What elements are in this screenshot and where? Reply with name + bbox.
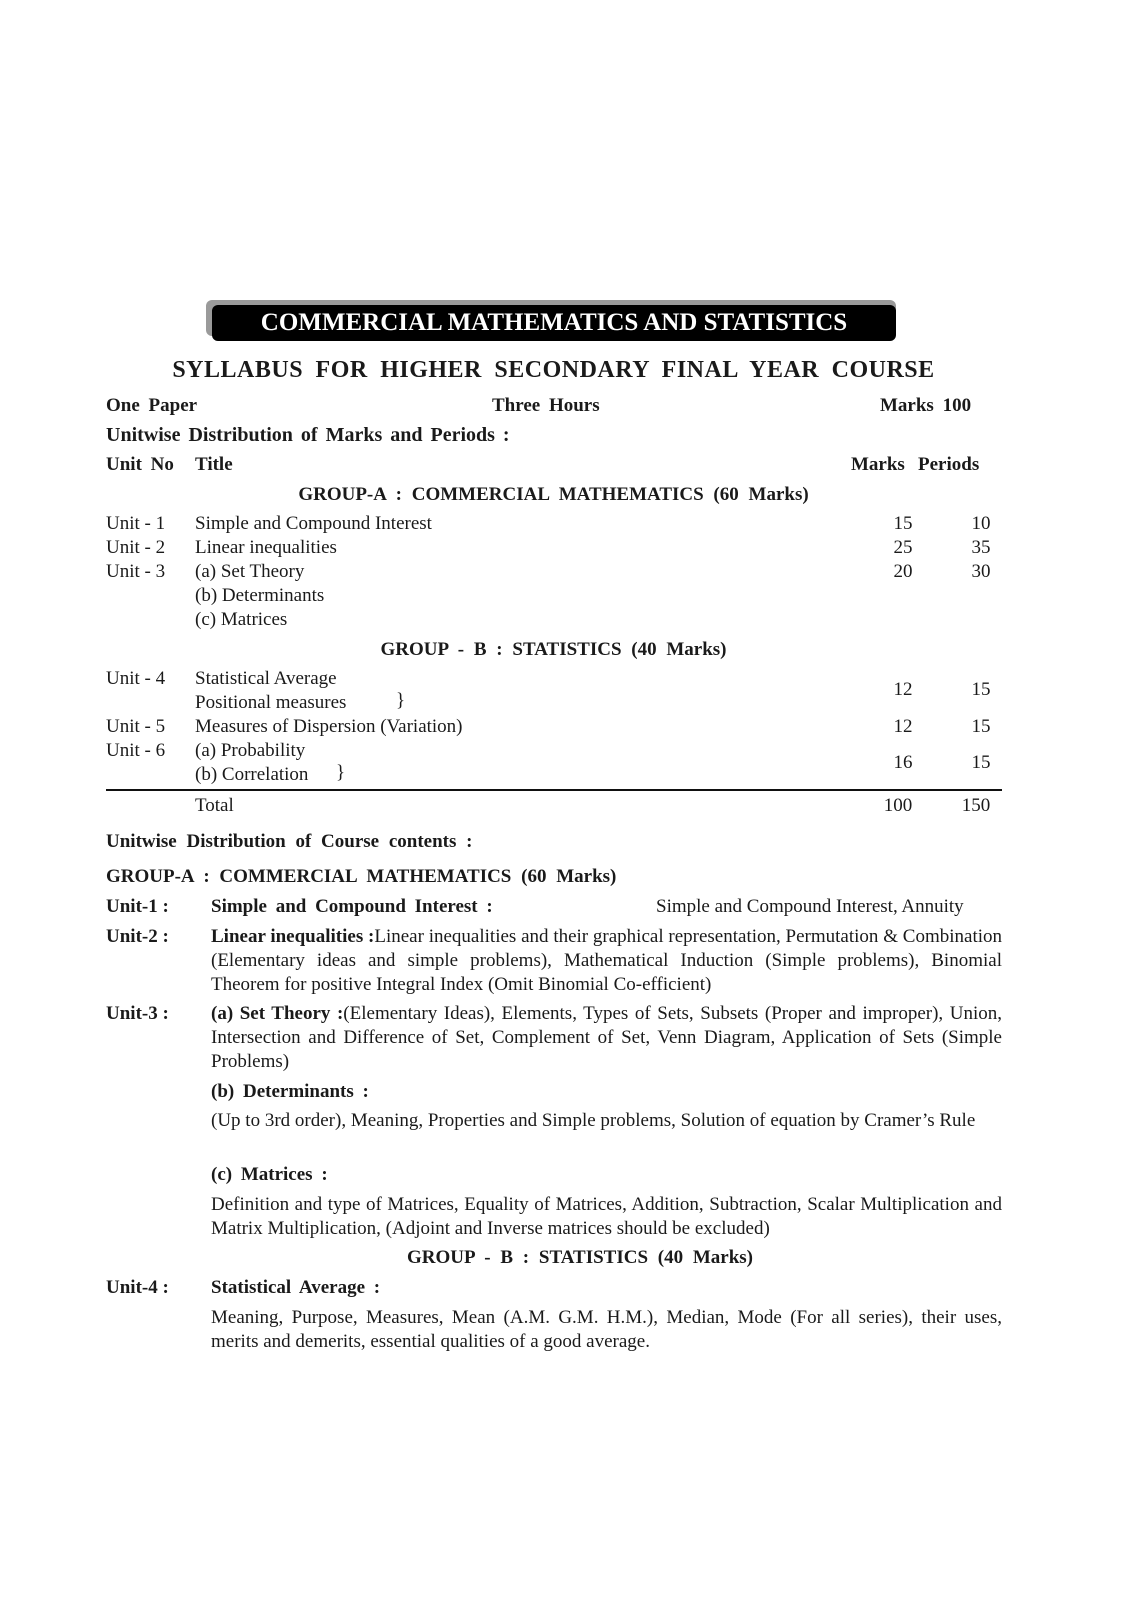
table-divider <box>106 789 1002 791</box>
unit-heading: Simple and Compound Interest : <box>211 896 493 917</box>
table-group-a: GROUP-A : COMMERCIAL MATHEMATICS (60 Marks) <box>298 484 809 505</box>
unit-label: Unit - 1 <box>106 513 166 534</box>
header-unit-no: Unit No <box>106 454 174 475</box>
header-periods: Periods <box>918 454 980 475</box>
unit-title: Positional measures <box>195 692 347 713</box>
unit-label: Unit-4 : <box>106 1277 169 1298</box>
page-title: SYLLABUS FOR HIGHER SECONDARY FINAL YEAR COURSE <box>172 357 935 383</box>
unit-text: (Elementary Ideas), Elements, Types of Sets, Subsets (Proper and improper), Union, Intersection and Difference of Set, Complement of Set, Venn Diagram, Application of Sets (Simple Problems) <box>211 1003 1002 1072</box>
contents-group-a: GROUP-A : COMMERCIAL MATHEMATICS (60 Marks) <box>106 866 617 887</box>
unit-label: Unit - 4 <box>106 668 166 689</box>
unit-text: Meaning, Purpose, Measures, Mean (A.M. G.M. H.M.), Median, Mode (For all series), their uses, merits and demerits, essential qualities of a good average. <box>211 1307 1002 1352</box>
unit-periods: 30 <box>971 561 991 582</box>
unit-periods: 35 <box>971 537 991 558</box>
table-group-b: GROUP - B : STATISTICS (40 Marks) <box>380 639 727 660</box>
unit-heading: Statistical Average : <box>211 1277 381 1298</box>
paper-info: One Paper <box>106 395 198 416</box>
distribution-heading: Unitwise Distribution of Marks and Periods : <box>106 424 510 446</box>
unit-title: (a) Set Theory <box>195 561 305 582</box>
unit-heading: (a) Set Theory : <box>211 1003 344 1024</box>
unit-periods: 10 <box>971 513 991 534</box>
total-marks: 100 <box>883 795 913 816</box>
unit-title: Simple and Compound Interest <box>195 513 432 534</box>
unit-periods: 15 <box>971 679 991 700</box>
unit-marks: 16 <box>893 752 913 773</box>
unit-marks: 15 <box>893 513 913 534</box>
unit-title: Statistical Average <box>195 668 337 689</box>
unit-title: (a) Probability <box>195 740 306 761</box>
unit-label: Unit-2 : <box>106 926 169 947</box>
contents-heading: Unitwise Distribution of Course contents : <box>106 831 473 852</box>
unit-marks: 12 <box>893 716 913 737</box>
header-title: Title <box>195 454 233 475</box>
unit-label: Unit - 5 <box>106 716 166 737</box>
unit-title: (b) Correlation <box>195 764 309 785</box>
unit-paragraph <box>211 925 1002 997</box>
subject-banner: COMMERCIAL MATHEMATICS AND STATISTICS <box>212 305 896 341</box>
unit-title: (c) Matrices <box>195 609 288 630</box>
unit-marks: 20 <box>893 561 913 582</box>
unit-heading: (c) Matrices : <box>211 1164 328 1185</box>
total-label: Total <box>195 795 234 816</box>
unit-label: Unit-3 : <box>106 1003 169 1024</box>
unit-text: Simple and Compound Interest, Annuity <box>656 896 964 917</box>
marks-info: Marks 100 <box>880 395 972 416</box>
unit-label: Unit-1 : <box>106 896 169 917</box>
unit-title: Linear inequalities <box>195 537 337 558</box>
unit-label: Unit - 6 <box>106 740 166 761</box>
brace-mark: } <box>396 690 406 711</box>
unit-periods: 15 <box>971 752 991 773</box>
header-marks: Marks <box>851 454 905 475</box>
unit-label: Unit - 3 <box>106 561 166 582</box>
total-periods: 150 <box>961 795 991 816</box>
contents-group-b: GROUP - B : STATISTICS (40 Marks) <box>407 1247 753 1268</box>
unit-marks: 12 <box>893 679 913 700</box>
unit-periods: 15 <box>971 716 991 737</box>
unit-text: Definition and type of Matrices, Equality of Matrices, Addition, Subtraction, Scalar Multiplication and Matrix Multiplication, (Adjoint and Inverse matrices should be excluded) <box>211 1194 1002 1239</box>
brace-mark: } <box>336 762 346 783</box>
unit-title: (b) Determinants <box>195 585 325 606</box>
unit-heading: (b) Determinants : <box>211 1081 369 1102</box>
time-info: Three Hours <box>492 395 600 416</box>
unit-marks: 25 <box>893 537 913 558</box>
unit-title: Measures of Dispersion (Variation) <box>195 716 463 737</box>
unit-text: (Up to 3rd order), Meaning, Properties and Simple problems, Solution of equation by Cramer’s Rule <box>211 1110 976 1131</box>
unit-label: Unit - 2 <box>106 537 166 558</box>
unit-paragraph <box>211 1002 1002 1074</box>
unit-heading: Linear inequalities : <box>211 926 375 947</box>
unit-text: Linear inequalities and their graphical representation, Permutation & Combination (Elementary ideas and simple problems), Mathematical Induction (Simple problems), Binomial Theorem for positive Integral Index (Omit Binomial Co-efficient) <box>211 926 1003 995</box>
